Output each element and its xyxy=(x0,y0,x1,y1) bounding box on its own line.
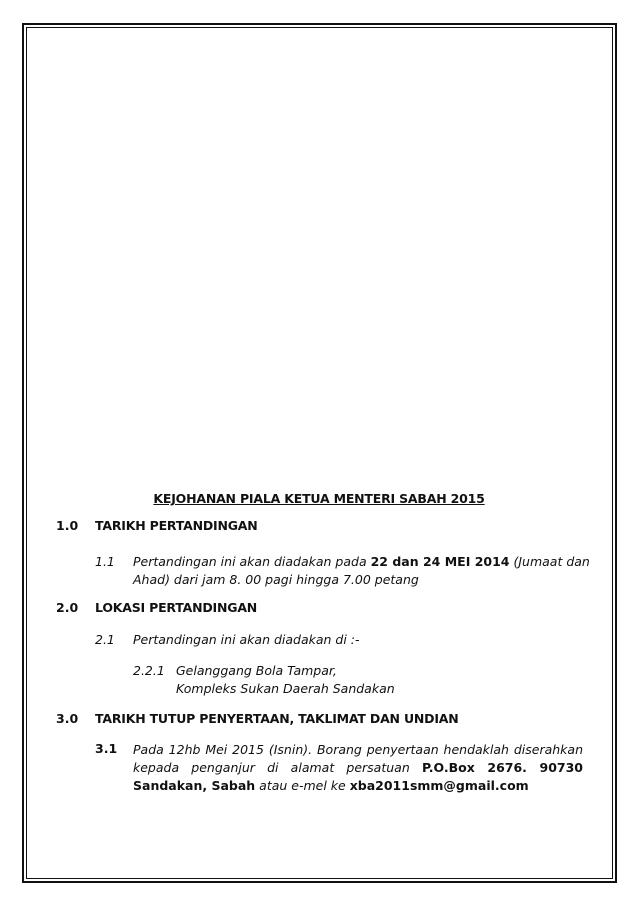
item-1-1-number: 1.1 xyxy=(95,554,115,569)
section-1-number: 1.0 xyxy=(56,518,79,533)
item-3-1-text-a: Pada 12hb Mei 2015 (Isnin). Borang penyertaan hendaklah diserahkan kepada penganjur di alamat persatuan xyxy=(133,742,583,775)
section-1-heading: TARIKH PERTANDINGAN xyxy=(95,518,258,533)
item-2-1-number: 2.1 xyxy=(95,632,115,647)
item-3-1-address: P.O.Box 2676. 90730 Sandakan, Sabah xyxy=(133,760,583,793)
item-2-1-text: Pertandingan ini akan diadakan di :- xyxy=(133,632,360,647)
item-1-1-text-a: Pertandingan ini akan diadakan pada xyxy=(133,554,371,569)
subitem-2-2-1-line1: Gelanggang Bola Tampar, xyxy=(176,663,337,678)
item-1-1-date: 22 dan 24 MEI 2014 xyxy=(370,554,510,569)
section-3-number: 3.0 xyxy=(56,711,79,726)
document-title: KEJOHANAN PIALA KETUA MENTERI SABAH 2015 xyxy=(153,491,485,506)
section-2-heading: LOKASI PERTANDINGAN xyxy=(95,600,258,615)
section-3-heading: TARIKH TUTUP PENYERTAAN, TAKLIMAT DAN UNDIAN xyxy=(95,711,459,726)
section-2-number: 2.0 xyxy=(56,600,79,615)
item-3-1-number: 3.1 xyxy=(95,741,118,756)
item-3-1-text-b: atau e-mel ke xyxy=(255,778,350,793)
item-3-1-text xyxy=(133,741,583,795)
subitem-2-2-1-number: 2.2.1 xyxy=(133,663,165,678)
subitem-2-2-1-line2: Kompleks Sukan Daerah Sandakan xyxy=(176,681,395,696)
item-3-1-email: xba2011smm@gmail.com xyxy=(349,778,529,793)
item-1-1-line2: Ahad) dari jam 8. 00 pagi hingga 7.00 petang xyxy=(133,572,419,587)
item-1-1-line1 xyxy=(133,554,590,570)
item-1-1-text-b: (Jumaat dan xyxy=(509,554,590,569)
